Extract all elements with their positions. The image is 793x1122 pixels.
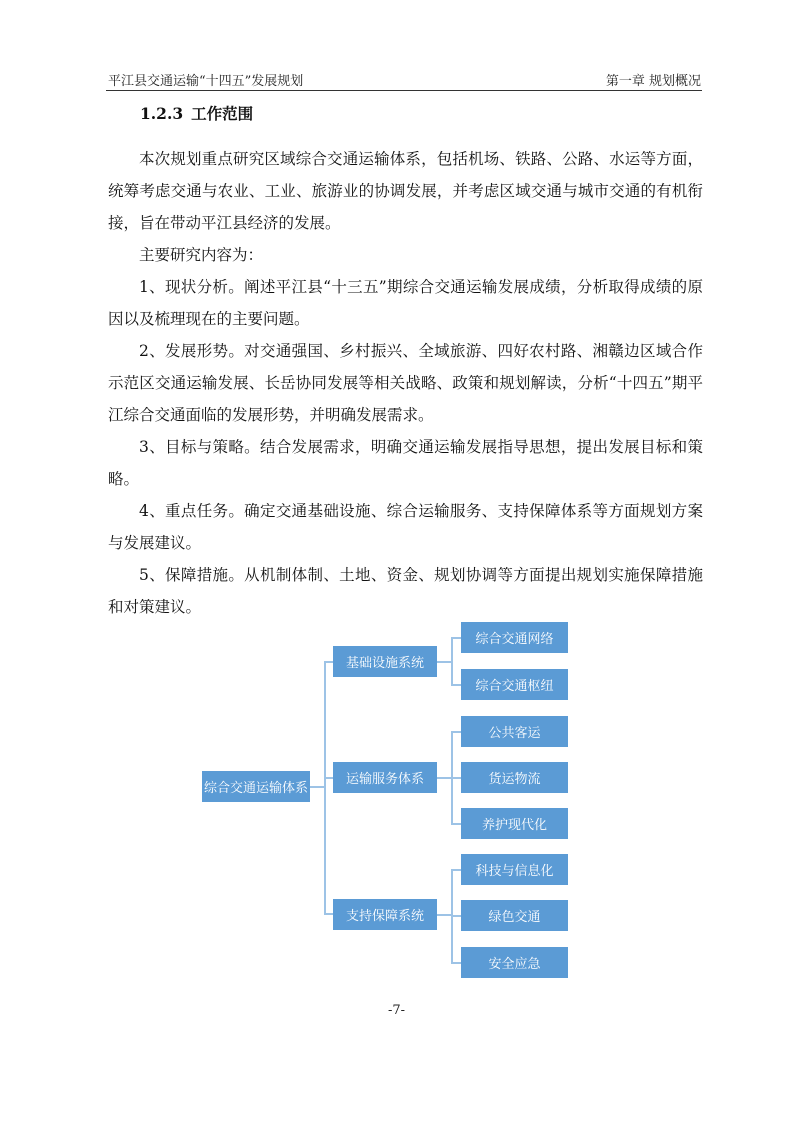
leaf-node-transport-hub: 综合交通枢纽 (461, 669, 568, 700)
header-document-title: 平江县交通运输“十四五”发展规划 (108, 74, 304, 89)
connector (451, 869, 453, 963)
header-divider (106, 90, 702, 91)
paragraph-contents-intro: 主要研究内容为： (139, 246, 264, 264)
connector (451, 869, 461, 871)
paragraph-item-4: 4、重点任务。确定交通基础设施、综合运输服务、支持保障体系等方面规划方案与发展建议。 (108, 502, 703, 552)
connector (310, 786, 326, 788)
header-chapter-title: 第一章 规划概况 (605, 74, 701, 89)
page-number: -7- (387, 1003, 406, 1018)
paragraph-item-5: 5、保障措施。从机制体制、土地、资金、规划协调等方面提出规划实施保障措施和对策建议。 (108, 566, 703, 616)
paragraph-item-3: 3、目标与策略。结合发展需求，明确交通运输发展指导思想，提出发展目标和策略。 (108, 438, 703, 488)
leaf-node-green-transport: 绿色交通 (461, 900, 568, 931)
branch-node-infrastructure: 基础设施系统 (333, 646, 437, 677)
connector (451, 777, 461, 779)
connector (437, 777, 453, 779)
connector (451, 823, 461, 825)
connector (451, 684, 461, 686)
connector (324, 661, 326, 915)
section-title: 工作范围 (191, 104, 254, 123)
connector (451, 731, 461, 733)
leaf-node-public-passenger: 公共客运 (461, 716, 568, 747)
section-heading (140, 102, 253, 124)
branch-node-support: 支持保障系统 (333, 899, 437, 930)
leaf-node-safety-emergency: 安全应急 (461, 947, 568, 978)
paragraph-item-1: 1、现状分析。阐述平江县“十三五”期综合交通运输发展成绩，分析取得成绩的原因以及梳理现在的主要问题。 (108, 278, 703, 328)
branch-node-transport-service: 运输服务体系 (333, 762, 437, 793)
connector (451, 637, 453, 685)
section-number: 1.2.3 (140, 104, 184, 123)
connector (451, 962, 461, 964)
leaf-node-transport-network: 综合交通网络 (461, 622, 568, 653)
leaf-node-freight-logistics: 货运物流 (461, 762, 568, 793)
leaf-node-maintenance: 养护现代化 (461, 808, 568, 839)
diagram-root-node: 综合交通运输体系 (202, 771, 310, 802)
connector (437, 661, 453, 663)
leaf-node-technology: 科技与信息化 (461, 854, 568, 885)
connector (451, 637, 461, 639)
paragraph-item-2: 2、发展形势。对交通强国、乡村振兴、全域旅游、四好农村路、湘赣边区域合作示范区交通运输发展、长岳协同发展等相关战略、政策和规划解读，分析“十四五”期平江综合交通面临的发展形势，并明确发展需求。 (108, 342, 703, 424)
connector (437, 914, 453, 916)
body-text (108, 143, 703, 623)
paragraph-scope: 本次规划重点研究区域综合交通运输体系，包括机场、铁路、公路、水运等方面，统筹考虑交通与农业、工业、旅游业的协调发展，并考虑区域交通与城市交通的有机衔接，旨在带动平江县经济的发展。 (108, 150, 703, 232)
connector (451, 731, 453, 825)
connector (451, 915, 461, 917)
